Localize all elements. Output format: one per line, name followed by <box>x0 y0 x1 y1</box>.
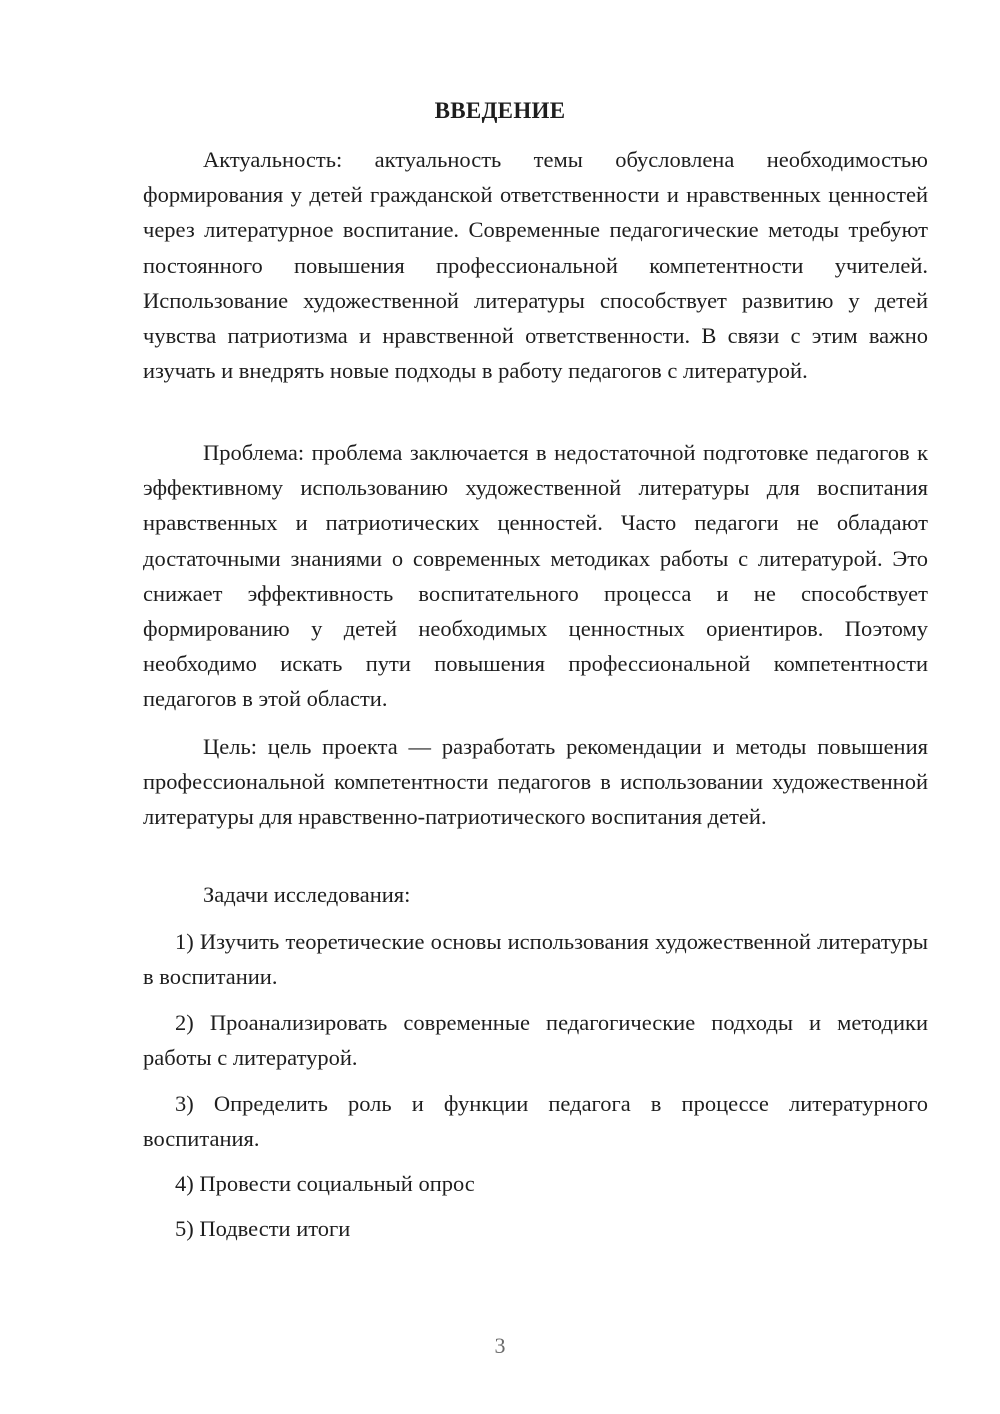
task-item-1: 1) Изучить теоретические основы использования художественной литературы в воспитании. <box>143 929 928 990</box>
tasks-title: Задачи исследования: <box>203 882 411 907</box>
page-title: ВВЕДЕНИЕ <box>434 98 566 123</box>
paragraph-problem: Проблема: проблема заключается в недостаточной подготовке педагогов к эффективному использованию художественной литературы для воспитания нравственных и патриотических ценностей. Часто педагоги не обладают достаточными знаниями о современных методиках работы с литературой. Это снижает эффективность воспитательного процесса и не способствует формированию у детей необходимых ценностных ориентиров. Поэтому необходимо искать пути повышения профессиональной компетентности педагогов в этой области. <box>143 440 928 712</box>
task-item-4: 4) Провести социальный опрос <box>175 1171 475 1196</box>
task-item-2: 2) Проанализировать современные педагогические подходы и методики работы с литературой. <box>143 1010 928 1071</box>
task-item-5: 5) Подвести итоги <box>175 1216 351 1241</box>
paragraph-goal: Цель: цель проекта — разработать рекомендации и методы повышения профессиональной компетентности педагогов в использовании художественной литературы для нравственно-патриотического воспитания детей. <box>143 734 928 830</box>
paragraph-relevance: Актуальность: актуальность темы обусловлена необходимостью формирования у детей гражданской ответственности и нравственных ценностей через литературное воспитание. Современные педагогические методы требуют постоянного повышения профессиональной компетентности учителей. Использование художественной литературы способствует развитию у детей чувства патриотизма и нравственной ответственности. В связи с этим важно изучать и внедрять новые подходы в работу педагогов с литературой. <box>143 147 928 384</box>
task-item-3: 3) Определить роль и функции педагога в процессе литературного воспитания. <box>143 1091 928 1152</box>
page-number: 3 <box>494 1333 506 1358</box>
